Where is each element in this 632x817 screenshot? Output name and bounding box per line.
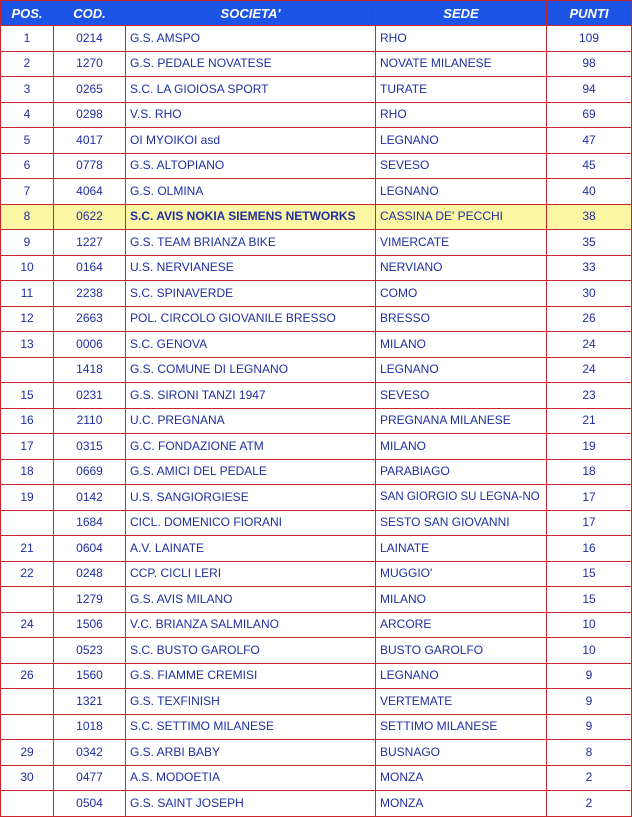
pos-cell: 7 [1, 179, 54, 205]
punti-cell: 9 [547, 714, 632, 740]
societa-cell: G.S. AVIS MILANO [126, 587, 376, 613]
table-row [1, 561, 632, 587]
table-body [1, 26, 632, 817]
sede-cell: MUGGIO' [376, 561, 547, 587]
punti-cell: 18 [547, 459, 632, 485]
societa-cell: S.C. AVIS NOKIA SIEMENS NETWORKS [126, 204, 376, 230]
cod-cell: 0265 [54, 77, 126, 103]
societa-cell: CICL. DOMENICO FIORANI [126, 510, 376, 536]
pos-cell: 12 [1, 306, 54, 332]
pos-cell: 10 [1, 255, 54, 281]
table-row [1, 485, 632, 511]
table-row [1, 510, 632, 536]
punti-cell: 98 [547, 51, 632, 77]
punti-cell: 16 [547, 536, 632, 562]
cod-cell: 1684 [54, 510, 126, 536]
table-row [1, 230, 632, 256]
cod-cell: 2238 [54, 281, 126, 307]
sede-cell: SESTO SAN GIOVANNI [376, 510, 547, 536]
sede-cell: LEGNANO [376, 179, 547, 205]
table-row [1, 791, 632, 817]
punti-cell: 35 [547, 230, 632, 256]
pos-cell: 22 [1, 561, 54, 587]
societa-cell: U.C. PREGNANA [126, 408, 376, 434]
punti-cell: 2 [547, 765, 632, 791]
societa-cell: S.C. SPINAVERDE [126, 281, 376, 307]
cod-cell: 1270 [54, 51, 126, 77]
punti-cell: 33 [547, 255, 632, 281]
header-row [1, 1, 632, 26]
table-row [1, 332, 632, 358]
societa-cell: U.S. SANGIORGIESE [126, 485, 376, 511]
header-punti: PUNTI [547, 1, 632, 26]
pos-cell [1, 689, 54, 715]
table-row [1, 281, 632, 307]
sede-cell: BRESSO [376, 306, 547, 332]
pos-cell: 26 [1, 663, 54, 689]
pos-cell: 18 [1, 459, 54, 485]
sede-cell: SEVESO [376, 383, 547, 409]
pos-cell: 16 [1, 408, 54, 434]
cod-cell: 2663 [54, 306, 126, 332]
punti-cell: 15 [547, 587, 632, 613]
table-row [1, 587, 632, 613]
cod-cell: 0142 [54, 485, 126, 511]
pos-cell: 30 [1, 765, 54, 791]
table-row [1, 765, 632, 791]
sede-cell: COMO [376, 281, 547, 307]
societa-cell: G.S. FIAMME CREMISI [126, 663, 376, 689]
table-row [1, 153, 632, 179]
punti-cell: 17 [547, 485, 632, 511]
punti-cell: 2 [547, 791, 632, 817]
punti-cell: 69 [547, 102, 632, 128]
cod-cell: 2110 [54, 408, 126, 434]
cod-cell: 0504 [54, 791, 126, 817]
sede-cell: MILANO [376, 434, 547, 460]
punti-cell: 21 [547, 408, 632, 434]
table-row [1, 740, 632, 766]
punti-cell: 19 [547, 434, 632, 460]
table-row [1, 179, 632, 205]
punti-cell: 45 [547, 153, 632, 179]
sede-cell: LEGNANO [376, 128, 547, 154]
pos-cell: 15 [1, 383, 54, 409]
sede-cell: CASSINA DE' PECCHI [376, 204, 547, 230]
table-row [1, 357, 632, 383]
societa-cell: G.S. TEAM BRIANZA BIKE [126, 230, 376, 256]
cod-cell: 0214 [54, 26, 126, 52]
punti-cell: 9 [547, 663, 632, 689]
table-row [1, 714, 632, 740]
sede-cell: BUSNAGO [376, 740, 547, 766]
cod-cell: 0604 [54, 536, 126, 562]
pos-cell: 9 [1, 230, 54, 256]
societa-cell: G.S. ARBI BABY [126, 740, 376, 766]
punti-cell: 10 [547, 638, 632, 664]
pos-cell: 6 [1, 153, 54, 179]
societa-cell: G.S. SIRONI TANZI 1947 [126, 383, 376, 409]
societa-cell: G.S. AMICI DEL PEDALE [126, 459, 376, 485]
table-row [1, 255, 632, 281]
table-row [1, 26, 632, 52]
cod-cell: 0006 [54, 332, 126, 358]
sede-cell: RHO [376, 26, 547, 52]
cod-cell: 0315 [54, 434, 126, 460]
cod-cell: 1279 [54, 587, 126, 613]
punti-cell: 94 [547, 77, 632, 103]
punti-cell: 17 [547, 510, 632, 536]
sede-cell: SETTIMO MILANESE [376, 714, 547, 740]
sede-cell: LEGNANO [376, 663, 547, 689]
header-sede: SEDE [376, 1, 547, 26]
societa-cell: A.V. LAINATE [126, 536, 376, 562]
cod-cell: 0523 [54, 638, 126, 664]
sede-cell: ARCORE [376, 612, 547, 638]
table-row [1, 689, 632, 715]
societa-cell: U.S. NERVIANESE [126, 255, 376, 281]
pos-cell: 4 [1, 102, 54, 128]
cod-cell: 1506 [54, 612, 126, 638]
societa-cell: CCP. CICLI LERI [126, 561, 376, 587]
header-societa: SOCIETA' [126, 1, 376, 26]
sede-cell: LEGNANO [376, 357, 547, 383]
societa-cell: G.S. OLMINA [126, 179, 376, 205]
pos-cell: 3 [1, 77, 54, 103]
pos-cell [1, 510, 54, 536]
sede-cell: LAINATE [376, 536, 547, 562]
punti-cell: 47 [547, 128, 632, 154]
sede-cell: PARABIAGO [376, 459, 547, 485]
societa-cell: S.C. SETTIMO MILANESE [126, 714, 376, 740]
cod-cell: 0477 [54, 765, 126, 791]
societa-cell: OI MYOIKOI asd [126, 128, 376, 154]
punti-cell: 38 [547, 204, 632, 230]
pos-cell: 24 [1, 612, 54, 638]
table-row [1, 638, 632, 664]
societa-cell: G.C. FONDAZIONE ATM [126, 434, 376, 460]
table-row [1, 408, 632, 434]
societa-cell: V.C. BRIANZA SALMILANO [126, 612, 376, 638]
sede-cell: MONZA [376, 791, 547, 817]
sede-cell: VERTEMATE [376, 689, 547, 715]
societa-cell: A.S. MODOETIA [126, 765, 376, 791]
sede-cell: BUSTO GAROLFO [376, 638, 547, 664]
cod-cell: 1321 [54, 689, 126, 715]
cod-cell: 1418 [54, 357, 126, 383]
cod-cell: 0248 [54, 561, 126, 587]
table-row [1, 383, 632, 409]
cod-cell: 0669 [54, 459, 126, 485]
pos-cell: 17 [1, 434, 54, 460]
punti-cell: 23 [547, 383, 632, 409]
pos-cell [1, 791, 54, 817]
table-header [1, 1, 632, 26]
table-row-highlighted [1, 204, 632, 230]
cod-cell: 0778 [54, 153, 126, 179]
punti-cell: 24 [547, 357, 632, 383]
societa-cell: G.S. AMSPO [126, 26, 376, 52]
header-pos: POS. [1, 1, 54, 26]
sede-cell: MONZA [376, 765, 547, 791]
punti-cell: 9 [547, 689, 632, 715]
table-row [1, 51, 632, 77]
punti-cell: 40 [547, 179, 632, 205]
pos-cell: 21 [1, 536, 54, 562]
societa-cell: POL. CIRCOLO GIOVANILE BRESSO [126, 306, 376, 332]
sede-cell: PREGNANA MILANESE [376, 408, 547, 434]
punti-cell: 109 [547, 26, 632, 52]
societa-cell: G.S. SAINT JOSEPH [126, 791, 376, 817]
sede-cell: SEVESO [376, 153, 547, 179]
pos-cell: 11 [1, 281, 54, 307]
table-row [1, 536, 632, 562]
sede-cell: MILANO [376, 587, 547, 613]
sede-cell: VIMERCATE [376, 230, 547, 256]
punti-cell: 10 [547, 612, 632, 638]
societa-cell: S.C. LA GIOIOSA SPORT [126, 77, 376, 103]
table-row [1, 459, 632, 485]
cod-cell: 4017 [54, 128, 126, 154]
cod-cell: 0342 [54, 740, 126, 766]
pos-cell [1, 638, 54, 664]
societa-cell: G.S. TEXFINISH [126, 689, 376, 715]
sede-cell: NERVIANO [376, 255, 547, 281]
punti-cell: 26 [547, 306, 632, 332]
pos-cell [1, 587, 54, 613]
pos-cell: 2 [1, 51, 54, 77]
cod-cell: 4064 [54, 179, 126, 205]
sede-cell: SAN GIORGIO SU LEGNA-NO [376, 485, 547, 511]
punti-cell: 15 [547, 561, 632, 587]
societa-cell: G.S. PEDALE NOVATESE [126, 51, 376, 77]
cod-cell: 1227 [54, 230, 126, 256]
societa-cell: S.C. BUSTO GAROLFO [126, 638, 376, 664]
punti-cell: 24 [547, 332, 632, 358]
pos-cell: 5 [1, 128, 54, 154]
cod-cell: 0164 [54, 255, 126, 281]
pos-cell: 8 [1, 204, 54, 230]
cod-cell: 1018 [54, 714, 126, 740]
pos-cell: 13 [1, 332, 54, 358]
sede-cell: TURATE [376, 77, 547, 103]
punti-cell: 30 [547, 281, 632, 307]
sede-cell: NOVATE MILANESE [376, 51, 547, 77]
societa-cell: G.S. COMUNE DI LEGNANO [126, 357, 376, 383]
cod-cell: 1560 [54, 663, 126, 689]
pos-cell: 19 [1, 485, 54, 511]
table-row [1, 128, 632, 154]
cod-cell: 0231 [54, 383, 126, 409]
pos-cell: 29 [1, 740, 54, 766]
pos-cell: 1 [1, 26, 54, 52]
table-row [1, 77, 632, 103]
pos-cell [1, 357, 54, 383]
societa-cell: G.S. ALTOPIANO [126, 153, 376, 179]
societa-cell: V.S. RHO [126, 102, 376, 128]
punti-cell: 8 [547, 740, 632, 766]
table-row [1, 102, 632, 128]
societa-cell: S.C. GENOVA [126, 332, 376, 358]
table-row [1, 306, 632, 332]
table-row [1, 434, 632, 460]
sede-cell: MILANO [376, 332, 547, 358]
table-row [1, 663, 632, 689]
sede-cell: RHO [376, 102, 547, 128]
table-row [1, 612, 632, 638]
cod-cell: 0622 [54, 204, 126, 230]
header-cod: COD. [54, 1, 126, 26]
cod-cell: 0298 [54, 102, 126, 128]
pos-cell [1, 714, 54, 740]
